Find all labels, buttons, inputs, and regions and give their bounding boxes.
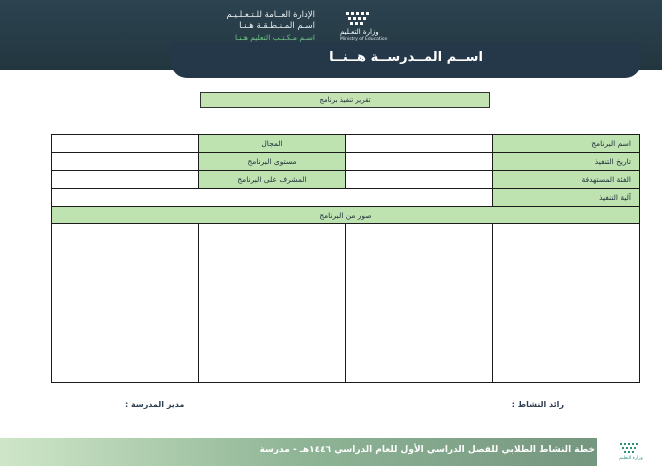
activity-leader-signature: رائد النشاط : [511, 400, 564, 409]
principal-signature: مدير المدرسة : [125, 400, 185, 409]
photo-slot-3[interactable] [199, 224, 346, 383]
table-row [52, 207, 640, 224]
target-group-field[interactable] [346, 171, 493, 189]
photo-slot-4[interactable] [52, 224, 199, 383]
table-row [52, 153, 640, 171]
execution-date-field[interactable] [346, 153, 493, 171]
execution-date-label: تاريخ التنفيذ [493, 153, 640, 171]
ministry-name-en: Ministry of Education [340, 37, 388, 42]
report-title: تقرير تنفيذ برنامج [200, 92, 490, 108]
domain-field[interactable] [52, 135, 199, 153]
admin-line-3: اسـم مـكـتـب التعليم هـنـا [235, 33, 315, 42]
program-level-label: مستوى البرنامج [199, 153, 346, 171]
target-group-label: الفئة المستهدفة [493, 171, 640, 189]
footer-logo-text: وزارة التعليم [619, 456, 643, 461]
footer-text: خطة النشاط الطلابي للفصل الدراسي الأول للعام الدراسي ١٤٤٦هـ - مدرسة [259, 445, 595, 455]
supervisor-field[interactable] [52, 171, 199, 189]
table-row [52, 224, 640, 383]
photo-slot-2[interactable] [346, 224, 493, 383]
ministry-name-ar: وزارة التعـليم [340, 28, 379, 36]
photos-header: صور من البرنامج [52, 207, 640, 224]
photo-slot-1[interactable] [493, 224, 640, 383]
school-name: اســم المــدرســة هــنــا [329, 50, 483, 65]
execution-mechanism-field[interactable] [52, 189, 493, 207]
program-name-label: اسم البرنامج [493, 135, 640, 153]
school-name-banner [171, 42, 641, 78]
admin-line-2: اسـم المـنـطـقـة هـنـا [239, 21, 315, 31]
program-name-field[interactable] [346, 135, 493, 153]
table-row [52, 171, 640, 189]
table-row [52, 135, 640, 153]
program-info-table [51, 134, 640, 383]
ministry-footer-logo-icon [614, 442, 646, 456]
table-row [52, 189, 640, 207]
program-level-field[interactable] [52, 153, 199, 171]
execution-mechanism-label: آلية التنفيذ [493, 189, 640, 207]
page-footer [0, 438, 662, 466]
domain-label: المجال [199, 135, 346, 153]
supervisor-label: المشرف على البرنامج [199, 171, 346, 189]
admin-line-1: الإدارة العــامة للـتـعـلـيـم [226, 10, 315, 20]
administration-block [215, 10, 315, 43]
